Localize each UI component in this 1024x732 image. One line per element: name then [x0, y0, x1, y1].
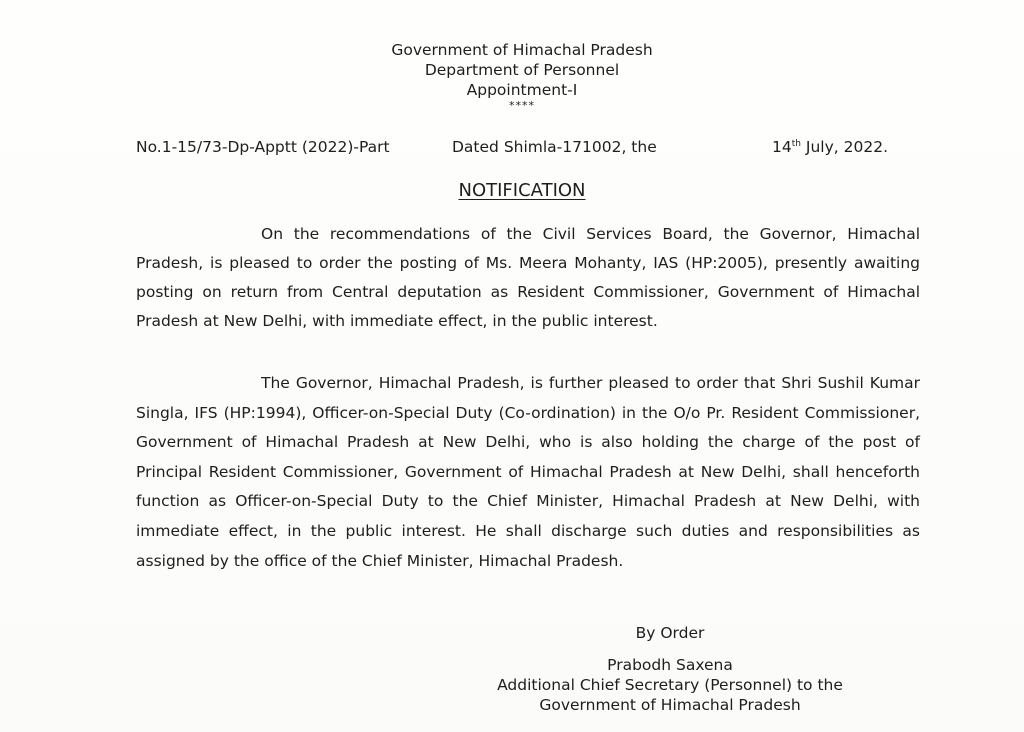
- signatory-office: Government of Himachal Pradesh: [539, 696, 801, 714]
- signatory-designation: Additional Chief Secretary (Personnel) to the: [497, 676, 843, 694]
- date-day: 14: [772, 138, 792, 156]
- paragraph-posting-order: On the recommendations of the Civil Services Board, the Governor, Himachal Pradesh, is pleased to order the posting of Ms. Meera Mohanty, IAS (HP:2005), presently awaiting posting on return from Central deputation as Resident Commissioner, Government of Himachal Pradesh at New Delhi, with immediate effect, in the public interest.: [136, 225, 920, 330]
- department-name: Department of Personnel: [424, 61, 620, 79]
- signatory-name: Prabodh Saxena: [607, 656, 733, 674]
- cut-off-text-line: [136, 726, 436, 732]
- section-name: Appointment-I: [466, 81, 578, 99]
- reference-number: No.1-15/73-Dp-Apptt (2022)-Part: [136, 138, 390, 156]
- government-name: Government of Himachal Pradesh: [391, 41, 653, 59]
- signatory-block: [460, 655, 880, 715]
- by-order-label: By Order: [635, 624, 705, 642]
- header-stars: ****: [509, 99, 535, 112]
- date-day-suffix: th: [791, 139, 801, 149]
- date-month-year: July, 2022.: [800, 138, 888, 156]
- notification-title: NOTIFICATION: [458, 180, 586, 201]
- notification-date: [772, 138, 888, 156]
- paragraph-further-order: The Governor, Himachal Pradesh, is further pleased to order that Shri Sushil Kumar Singla, IFS (HP:1994), Officer-on-Special Duty (Co-ordination) in the O/o Pr. Resident Commissioner, Government of Himachal Pradesh at New Delhi, who is also holding the charge of the post of Principal Resident Commissioner, Government of Himachal Pradesh at New Delhi, shall henceforth function as Officer-on-Special Duty to the Chief Minister, Himachal Pradesh at New Delhi, with immediate effect, in the public interest. He shall discharge such duties and responsibilities as assigned by the office of the Chief Minister, Himachal Pradesh.: [136, 374, 920, 570]
- reference-line: [136, 138, 906, 160]
- dated-place: Dated Shimla-171002, the: [452, 138, 657, 156]
- document-header: [0, 40, 1024, 112]
